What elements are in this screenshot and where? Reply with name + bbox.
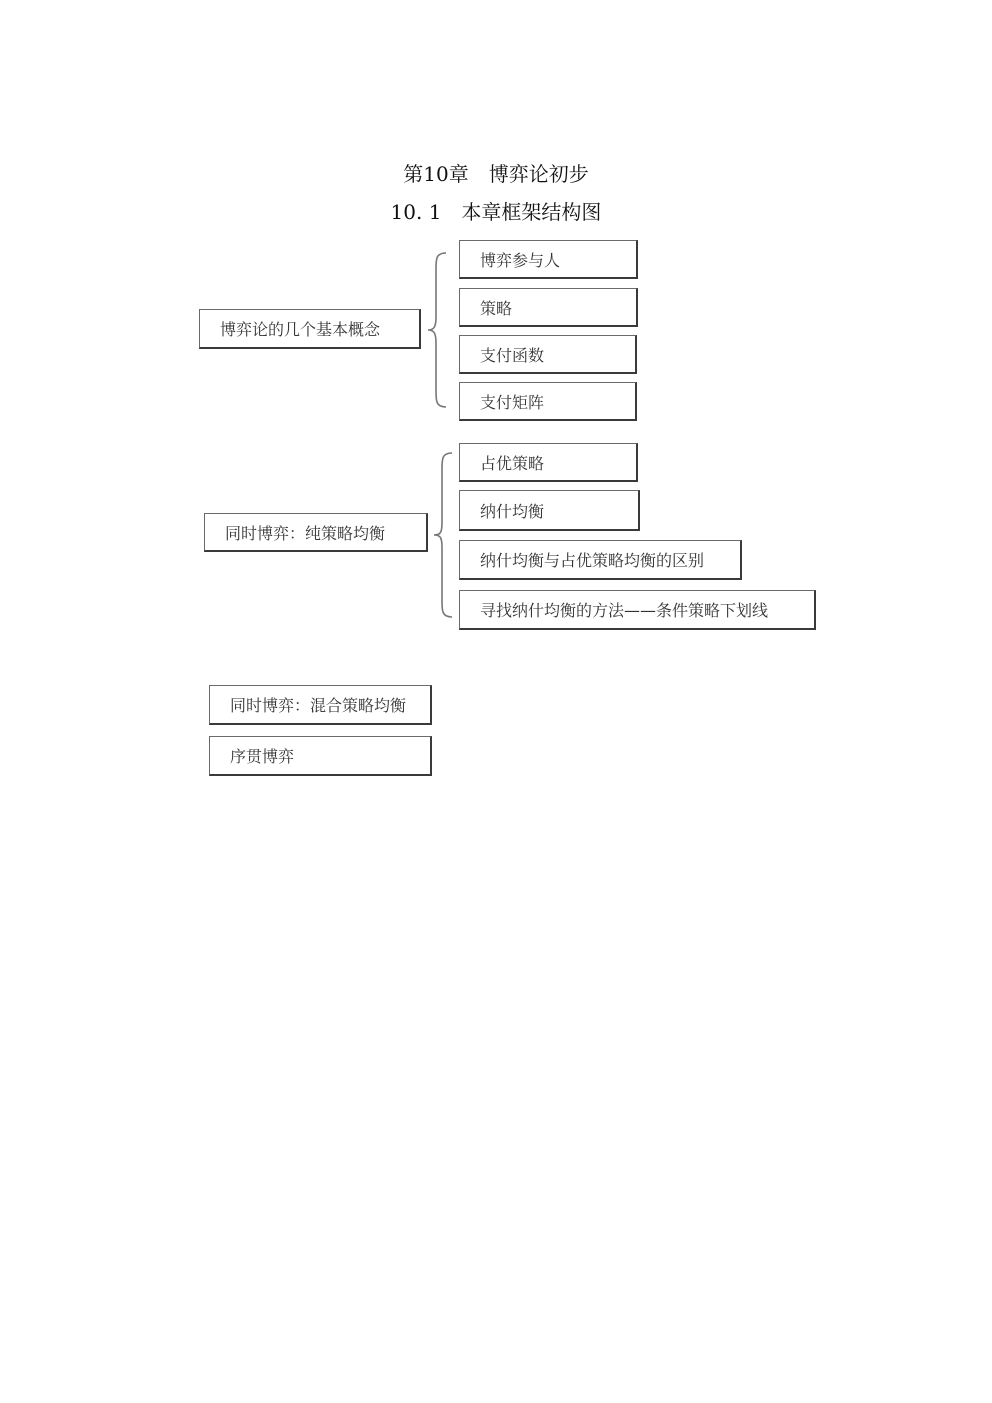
concept-mixed-strategy: 同时博弈：混合策略均衡 bbox=[209, 685, 432, 725]
concept-item-method: 寻找纳什均衡的方法——条件策略下划线 bbox=[459, 590, 816, 630]
concept-item-strategy: 策略 bbox=[459, 288, 638, 327]
brace-group-2 bbox=[432, 451, 456, 619]
concept-item-players: 博弈参与人 bbox=[459, 240, 638, 279]
concept-item-dominant-strategy: 占优策略 bbox=[459, 443, 638, 482]
concept-item-payoff-function: 支付函数 bbox=[459, 335, 637, 374]
concept-item-payoff-matrix: 支付矩阵 bbox=[459, 382, 637, 421]
concept-group-basic-concepts: 博弈论的几个基本概念 bbox=[199, 309, 421, 349]
concept-group-pure-strategy: 同时博弈：纯策略均衡 bbox=[204, 513, 428, 552]
brace-group-1 bbox=[426, 251, 450, 409]
concept-item-difference: 纳什均衡与占优策略均衡的区别 bbox=[459, 540, 742, 580]
section-title: 10. 1 本章框架结构图 bbox=[390, 200, 602, 224]
concept-item-nash-equilibrium: 纳什均衡 bbox=[459, 490, 640, 531]
concept-sequential-game: 序贯博弈 bbox=[209, 736, 432, 776]
chapter-title: 第10章 博弈论初步 bbox=[403, 162, 589, 186]
